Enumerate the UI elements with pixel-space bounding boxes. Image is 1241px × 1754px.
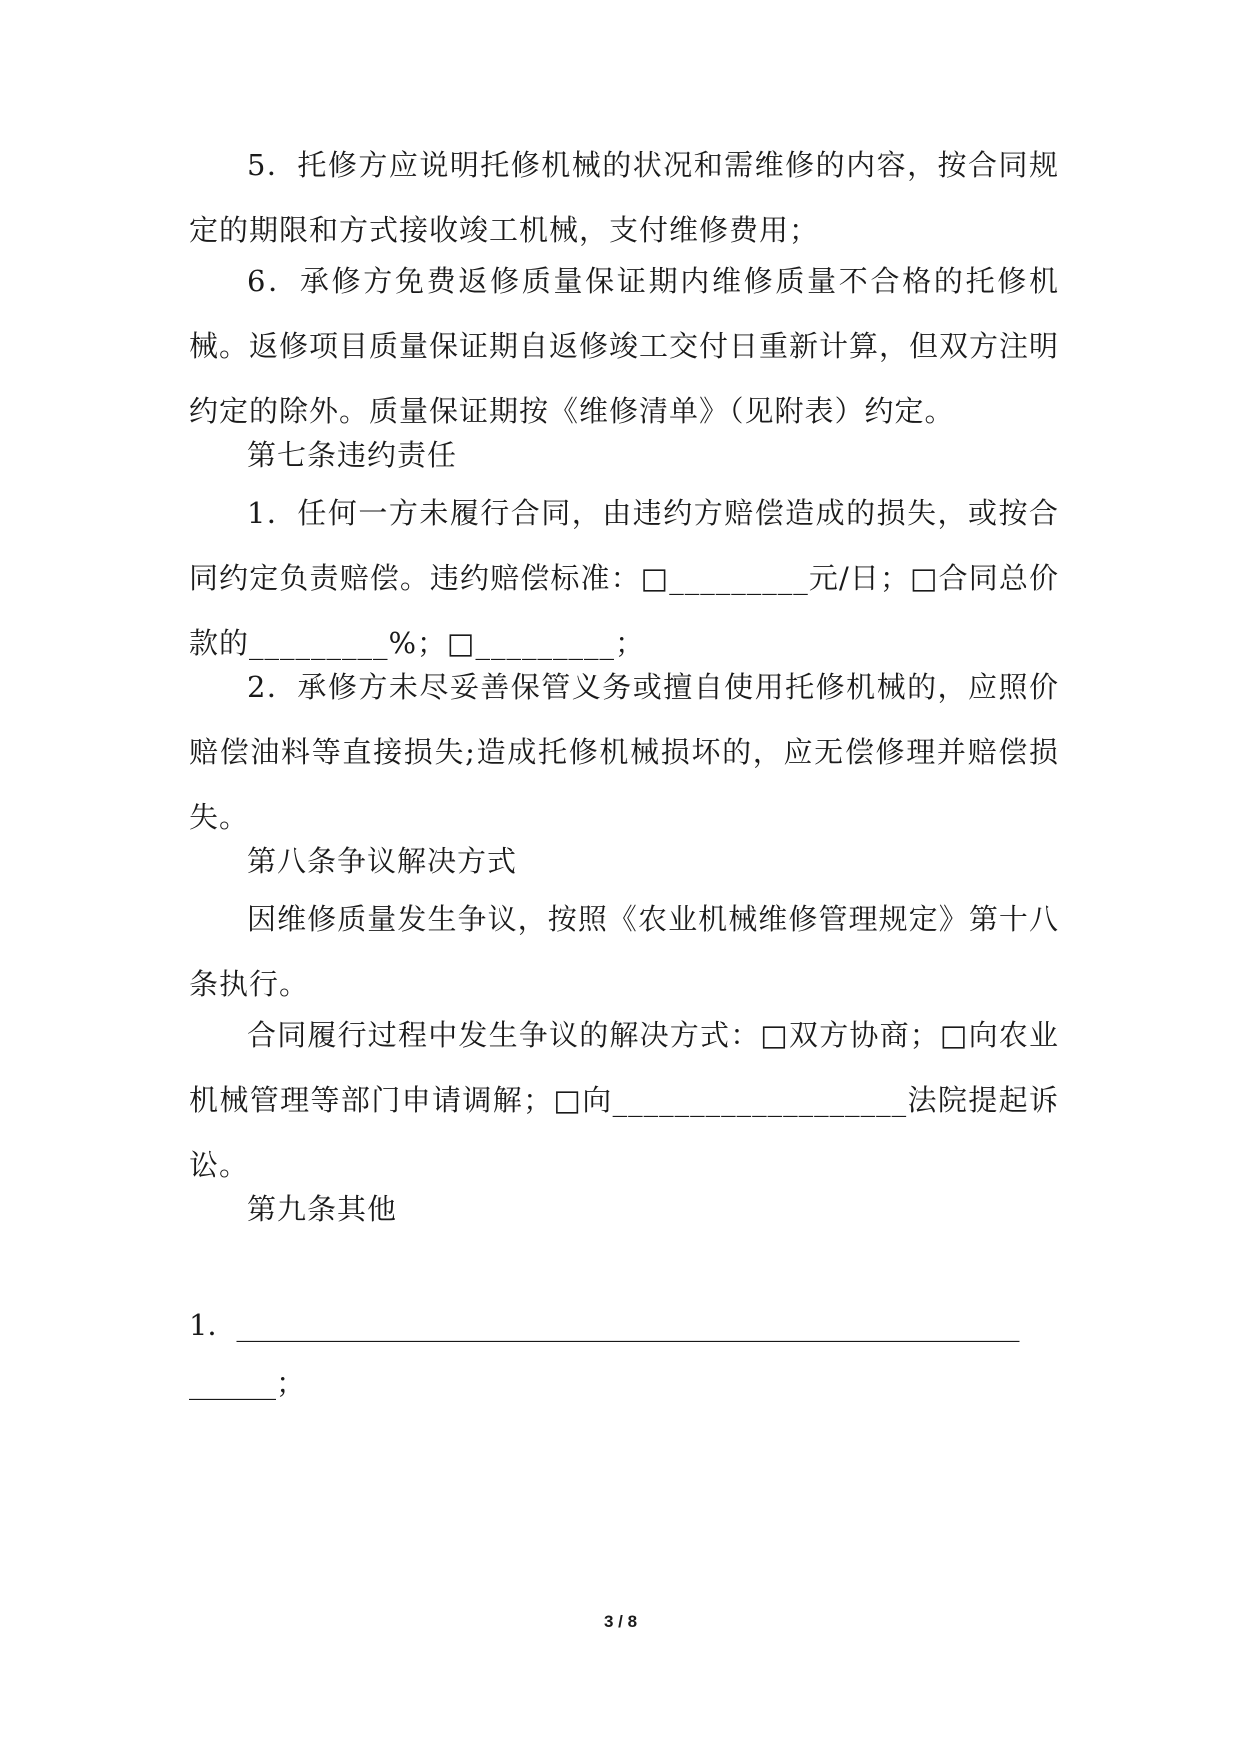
article-9-item-1-line-1: 1．______________________________________________________ [189,1308,1020,1342]
clause-5-paragraph: 5．托修方应说明托修机械的状况和需维修的内容，按合同规定的期限和方式接收竣工机械，支付维修费用； [189,148,1059,247]
article-8-heading: 第八条争议解决方式 [247,844,518,878]
article-7-clause-2: 2．承修方未尽妥善保管义务或擅自使用托修机械的，应照价赔偿油料等直接损失;造成托修机械损坏的，应无偿修理并赔偿损失。 [189,670,1059,834]
page-number: 3 / 8 [603,1612,638,1631]
article-9-item-1-line-2: ______； [189,1366,306,1400]
clause-6-paragraph: 6．承修方免费返修质量保证期内维修质量不合格的托修机械。返修项目质量保证期自返修竣工交付日重新计算，但双方注明约定的除外。质量保证期按《维修清单》（见附表）约定。 [189,264,1060,428]
article-9-heading: 第九条其他 [247,1192,398,1226]
article-8-paragraph-1: 因维修质量发生争议，按照《农业机械维修管理规定》第十八条执行。 [189,902,1059,1001]
article-8-paragraph-2: 合同履行过程中发生争议的解决方式：□双方协商；□向农业机械管理等部门申请调解；□向___________________法院提起诉讼。 [189,1018,1059,1182]
article-7-heading: 第七条违约责任 [247,438,458,472]
article-7-clause-1: 1．任何一方未履行合同，由违约方赔偿造成的损失，或按合同约定负责赔偿。违约赔偿标准：□_________元/日；□合同总价款的_________%；□_________； [189,496,1059,660]
